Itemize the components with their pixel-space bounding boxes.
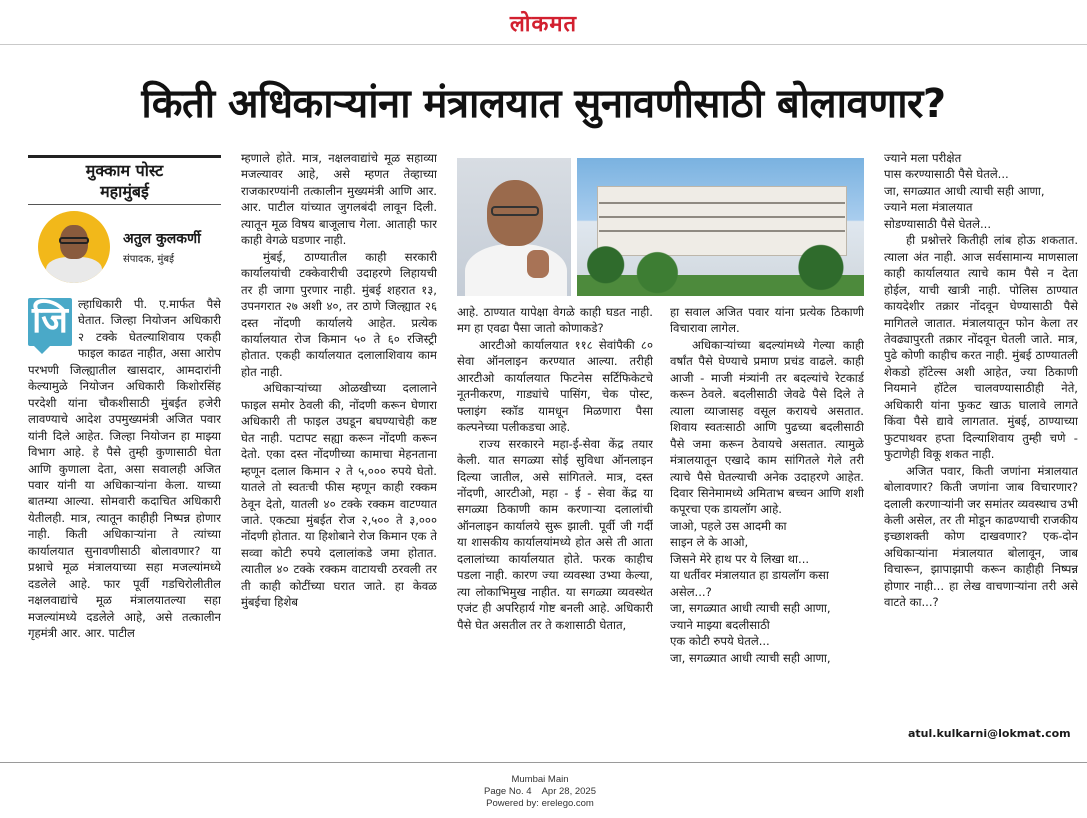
bottom-divider — [0, 762, 1087, 763]
article-column-2 — [241, 150, 437, 756]
article-headline: किती अधिकाऱ्यांना मंत्रालयात सुनावणीसाठी बोलावणार? — [141, 81, 946, 127]
dialogue-line: जाओ, पहले उस आदमी का — [670, 518, 787, 533]
dialogue-line: जा, सगळ्यात आधी त्याची सही आणा, — [670, 650, 831, 665]
dialogue-line: ज्याने मला परीक्षेत — [884, 151, 962, 165]
paragraph: अजित पवार, किती जणांना मंत्रालयात बोलावणार? किती जणांना जाब विचारणार? दलाली करणाऱ्यांनी जर समांतर व्यवस्थाच उभी केली असेल, तर ती मोडून काढण्याची राजकीय इच्छाशक्ती कोण दाखवणार? एक-दोन अधिकाऱ्यांना मंत्रालयात बोलावून, जाब विचारून, झापाझापी करून काहीही निष्पन्न होणार नाही... हा लेख वाचणाऱ्यांना तरी असे वाटते का...? — [884, 463, 1078, 610]
paragraph: आहे. ठाण्यात यापेक्षा वेगळे काही घडत नाही. मग हा एवढा पैसा जातो कोणाकडे? — [457, 305, 653, 336]
dialogue-line: पास करण्यासाठी पैसे घेतले... — [884, 167, 1009, 182]
author-role: संपादक, मुंबई — [123, 254, 174, 265]
edition-name: Mumbai Main — [511, 774, 569, 785]
dialogue-line: जा, सगळ्यात आधी त्याची सही आणा, — [884, 183, 1045, 198]
drop-cap: जि — [28, 298, 72, 346]
column-kicker — [28, 155, 221, 205]
dialogue-line: ज्याने मला मंत्रालयात — [884, 200, 973, 215]
author-email: atul.kulkarni@lokmat.com — [908, 727, 1071, 740]
column-name: मुक्काम पोस्ट — [85, 161, 164, 180]
author-name: अतुल कुलकर्णी — [123, 231, 201, 247]
mantralaya-building-photo — [577, 158, 864, 296]
paragraph: आरटीओ कार्यालयात ११८ सेवांपैकी ८० सेवा ऑनलाइन करण्यात आल्या. तरीही आरटीओ कार्यालयात फिटनेस सर्टिफिकेटचे नूतनीकरण, गाड्यांचे पासिंग, चेक पोस्ट, फ्लाइंग स्कॉड यामधून मिळणारा पैसा कल्पनेच्या पलीकडचा आहे. — [457, 337, 653, 435]
paragraph: म्हणाले होते. मात्र, नक्षलवाद्यांचे मूळ सहाव्या मजल्यावर आहे, असे म्हणत तेव्हाच्या राजकारण्यांनी तत्कालीन मुख्यमंत्री आणि आर. आर. पाटील यांच्यात जुगलबंदी लावून दिली. त्यातून मूळ विषय बाजूलाच गेला. आताही फार काही वेगळे घडणार नाही. — [241, 151, 437, 248]
dialogue-line: ज्याने माझ्या बदलीसाठी — [670, 617, 770, 632]
page-footer — [440, 774, 640, 810]
newspaper-logo: लोकमत — [509, 11, 578, 37]
article-column-1 — [28, 296, 221, 756]
article-column-5 — [884, 150, 1078, 724]
paragraph: अधिकाऱ्यांच्या बदल्यांमध्ये गेल्या काही वर्षांत पैसे घेण्याचे प्रमाण प्रचंड वाढले. काही आजी - माजी मंत्र्यांनी तर बदल्यांचे रेटकार्ड करून ठेवले. बदलीसाठी जेवढे पैसे दिले ते त्याला व्याजासह वसूल करायचे असतात. शिवाय स्वतःसाठी आणि पुढच्या बदलीसाठी पैसे जमा करून ठेवायचे असतात. त्यामुळे मंत्रालयातून एखादे काम सांगितले गेले तरी त्याचे पैसे घेतल्याची अनेक उदाहरणे आहेत. दिवार सिनेमामध्ये अमिताभ बच्चन आणि शशी कपूरचा एक डायलॉग आहे. — [670, 337, 864, 517]
powered-by: Powered by: erelego.com — [486, 798, 594, 809]
article-column-4 — [670, 304, 864, 756]
page-number-date: Page No. 4 Apr 28, 2025 — [484, 786, 596, 797]
top-divider — [0, 44, 1087, 45]
byline-box — [28, 155, 221, 283]
dialogue-line: या धर्तीवर मंत्रालयात हा डायलॉग कसा असेल...? — [670, 568, 829, 599]
politician-portrait-photo — [457, 158, 571, 296]
masthead — [0, 8, 1087, 38]
column-location: महामुंबई — [100, 182, 149, 201]
paragraph: अधिकाऱ्यांच्या ओळखीच्या दलालाने फाइल समोर ठेवली की, नोंदणी करून घेणारा अधिकारी ती फाइल उघडून बघण्याचेही कष्ट घेत नाही. पटापट सह्या करून नोंदणी करून देतो. एका दस्त नोंदणीच्या कामाचा मेहनताना म्हणून दलाल किमान २ ते ५,००० रुपये घेतो. यातले तो स्वतःची फीस म्हणून काही रक्कम ठेवून देतो, यातली ४० टक्के रक्कम वाटण्यात जाते. एकट्या मुंबईत रोज २,५०० ते ३,००० नोंदणी होतात. या हिशोबाने रोज किमान एक ते सव्वा कोटी रुपये दलालांकडे जमा होतात. त्यातील ४० टक्के रक्कम वाटायची ठरवली तर ती काही कोटींच्या घरात जाते. हा केवळ मुंबईचा हिशेब — [241, 381, 437, 610]
dialogue-line: सोडण्यासाठी पैसे घेतले... — [884, 216, 992, 231]
author-avatar — [38, 211, 110, 283]
dialogue-line: एक कोटी रुपये घेतले... — [670, 634, 770, 649]
dialogue-line: जा, सगळ्यात आधी त्याची सही आणा, — [670, 601, 831, 616]
paragraph: हा सवाल अजित पवार यांना प्रत्येक ठिकाणी विचारावा लागेल. — [670, 305, 864, 336]
article-column-3 — [457, 304, 653, 756]
paragraph: ल्हाधिकारी पी. ए.मार्फत पैसे घेतात. जिल्हा नियोजन अधिकारी २ टक्के घेतल्याशिवाय एकही फाइल काढत नाहीत, असा आरोप परभणी जिल्ह्यातील खासदार, आमदारांनी केल्यामुळे नियोजन अधिकारी किशोरसिंह परदेशी यांना चौकशीसाठी मुंबईत हजेरी लावण्याचे आदेश उपमुख्यमंत्री अजित पवार यांनी दिले आहेत. जिल्हा नियोजन हा माझ्या विभाग आहे. हे पैसे तुम्ही कुणासाठी घेता आणि कुणाला देता, असा सवालही अजित पवार यांनी या अधिकाऱ्यांना केला. याच्या बातम्या आल्या. सोमवारी कदाचित अधिकारी येतीलही. मात्र, त्यातून काहीही निष्पन्न होणार नाही. किती अधिकाऱ्यांना ते त्यांच्या कार्यालयात सुनावणीसाठी बोलावणार? या प्रश्नाचे मूळ मंत्रालयाच्या सहा मजल्यांमध्ये दडलेले आहे. फार पूर्वी गडचिरोलीतील नक्षलवाद्यांचे मूळ मंत्रालयातल्या सहा मजल्यांमध्ये दडलेले आहे, असे तत्कालीन गृहमंत्री आर. आर. पाटील — [28, 297, 221, 641]
paragraph: ही प्रश्नोत्तरे कितीही लांब होऊ शकतात. त्याला अंत नाही. आज सर्वसामान्य माणसाला काही कार्यालयात त्याचे काम पैसे न देता होईल, याची खात्री नाही. पोलिस ठाण्यात कायदेशीर तक्रार नोंदवून घेण्यासाठी पैसे मागितले जातात. मंत्रालयातून फोन केला तर तेवढ्यापुरती तक्रार नोंदवून घेतली जाते. मात्र, पुढे कोणी काहीच करत नाही. मुंबई ठाण्यातली शेकडो हॉटेल्स अशी आहेत, ज्या ठिकाणी नियमाने हॉटेल चालवण्यासाठीही नेते, अधिकारी यांना फुकट खाऊ घालावे लागते किंवा पैसे द्यावे लागतात. मुंबई, ठाण्याच्या फुटपाथवर हप्ता दिल्याशिवाय तुम्ही चणे - फुटाणेही विकू शकत नाही. — [884, 233, 1078, 462]
paragraph: राज्य सरकारने महा-ई-सेवा केंद्र तयार केली. यात सगळ्या सोई सुविधा ऑनलाइन दिल्या जातील, असे सांगितले. मात्र, दस्त नोंदणी, आरटीओ, महा - ई - सेवा केंद्र या सगळ्या ठिकाणी काम करणाऱ्या दलालांची ऑनलाइन कार्यालये सुरू झाली. पूर्वी जी गर्दी या शासकीय कार्यालयांमध्ये होत असे ती आता दलालांच्या कार्यालयात होते. फरक काहीच पडला नाही. कारण ज्या व्यवस्था उभ्या केल्या, त्या लोकाभिमुख नाहीत. या सगळ्या व्यवस्थेत एजंट ही अपरिहार्य गोष्ट बनली आहे. अधिकारी पैसे घेत असतील तर ते कशासाठी घेतात, — [457, 436, 653, 632]
paragraph: मुंबई, ठाण्यातील काही सरकारी कार्यालयांची टक्केवारीची उदाहरणे लिहायची तर ही जागा पुरणार नाही. मुंबई शहरात १३, उपनगरात २७ अशी ४०, तर ठाणे जिल्ह्यात २६ दस्त नोंदणी कार्यालये आहेत. प्रत्येक कार्यालयात रोज किमान ५० ते ६० रजिस्ट्री होतात. एकही कार्यालयात दलालाशिवाय काम होत नाही. — [241, 249, 437, 379]
dialogue-line: साइन ले के आओ, — [670, 535, 749, 550]
dialogue-line: जिसने मेरे हाथ पर ये लिखा था... — [670, 551, 810, 566]
